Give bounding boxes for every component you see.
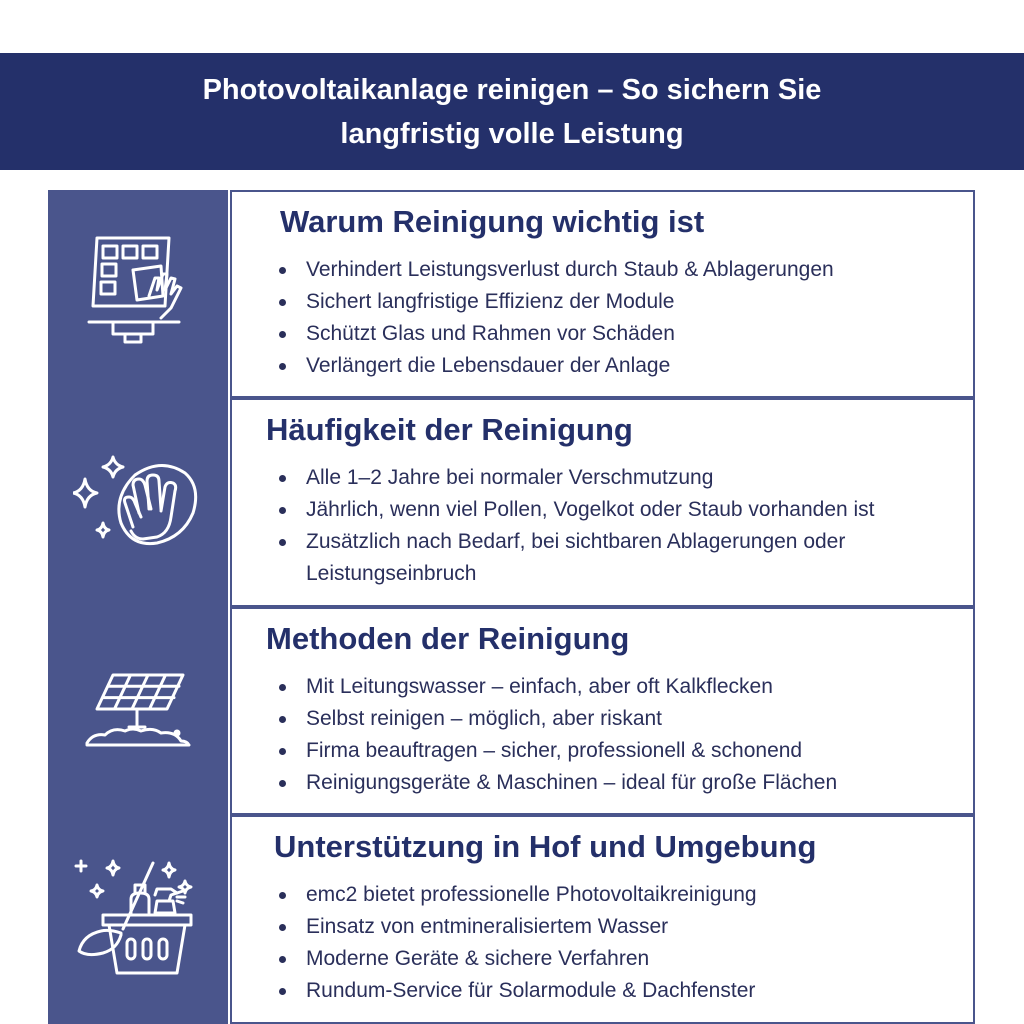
section-title: Häufigkeit der Reinigung [266, 412, 633, 447]
list-item: Jährlich, wenn viel Pollen, Vogelkot oder Staub vorhanden ist [276, 494, 966, 526]
list-item: Rundum-Service für Solarmodule & Dachfenster [276, 975, 966, 1007]
section-why-cleaning [48, 190, 975, 398]
list-item: Firma beauftragen – sicher, professionell & schonend [276, 735, 966, 767]
header-banner [0, 53, 1024, 170]
page-title-line-2: langfristig volle Leistung [340, 117, 684, 150]
panel-wiping-hand-icon [83, 234, 193, 354]
section-title: Warum Reinigung wichtig ist [280, 204, 705, 239]
list-item: Selbst reinigen – möglich, aber riskant [276, 703, 966, 735]
list-item: Einsatz von entmineralisiertem Wasser [276, 911, 966, 943]
solar-panel-icon [83, 671, 193, 751]
list-item: Verhindert Leistungsverlust durch Staub & Ablagerungen [276, 254, 966, 286]
section-methods [48, 607, 975, 815]
list-item: Verlängert die Lebensdauer der Anlage [276, 350, 966, 382]
bullet-list [276, 254, 966, 382]
section-icon-panel [48, 398, 228, 607]
bullet-list [276, 462, 966, 590]
list-item: emc2 bietet professionelle Photovoltaikreinigung [276, 879, 966, 911]
list-item: Moderne Geräte & sichere Verfahren [276, 943, 966, 975]
section-title: Methoden der Reinigung [266, 621, 630, 656]
list-item: Mit Leitungswasser – einfach, aber oft Kalkflecken [276, 671, 966, 703]
bullet-list [276, 879, 966, 1007]
section-content [230, 607, 975, 815]
section-content [230, 398, 975, 607]
section-icon-panel [48, 190, 228, 398]
hand-with-cloth-sparkles-icon [73, 453, 203, 553]
list-item: Zusätzlich nach Bedarf, bei sichtbaren Ablagerungen oder Leistungseinbruch [276, 526, 966, 590]
list-item: Reinigungsgeräte & Maschinen – ideal für große Flächen [276, 767, 966, 799]
list-item: Schützt Glas und Rahmen vor Schäden [276, 318, 966, 350]
section-support [48, 815, 975, 1024]
list-item: Sichert langfristige Effizienz der Module [276, 286, 966, 318]
cleaning-supplies-basket-icon [73, 855, 203, 985]
section-frequency [48, 398, 975, 607]
section-icon-panel [48, 815, 228, 1024]
bullet-list [276, 671, 966, 799]
section-content [230, 190, 975, 398]
section-icon-panel [48, 607, 228, 815]
section-content [230, 815, 975, 1024]
list-item: Alle 1–2 Jahre bei normaler Verschmutzung [276, 462, 966, 494]
section-title: Unterstützung in Hof und Umgebung [274, 829, 817, 864]
page-title-line-1: Photovoltaikanlage reinigen – So sichern Sie [202, 73, 822, 106]
